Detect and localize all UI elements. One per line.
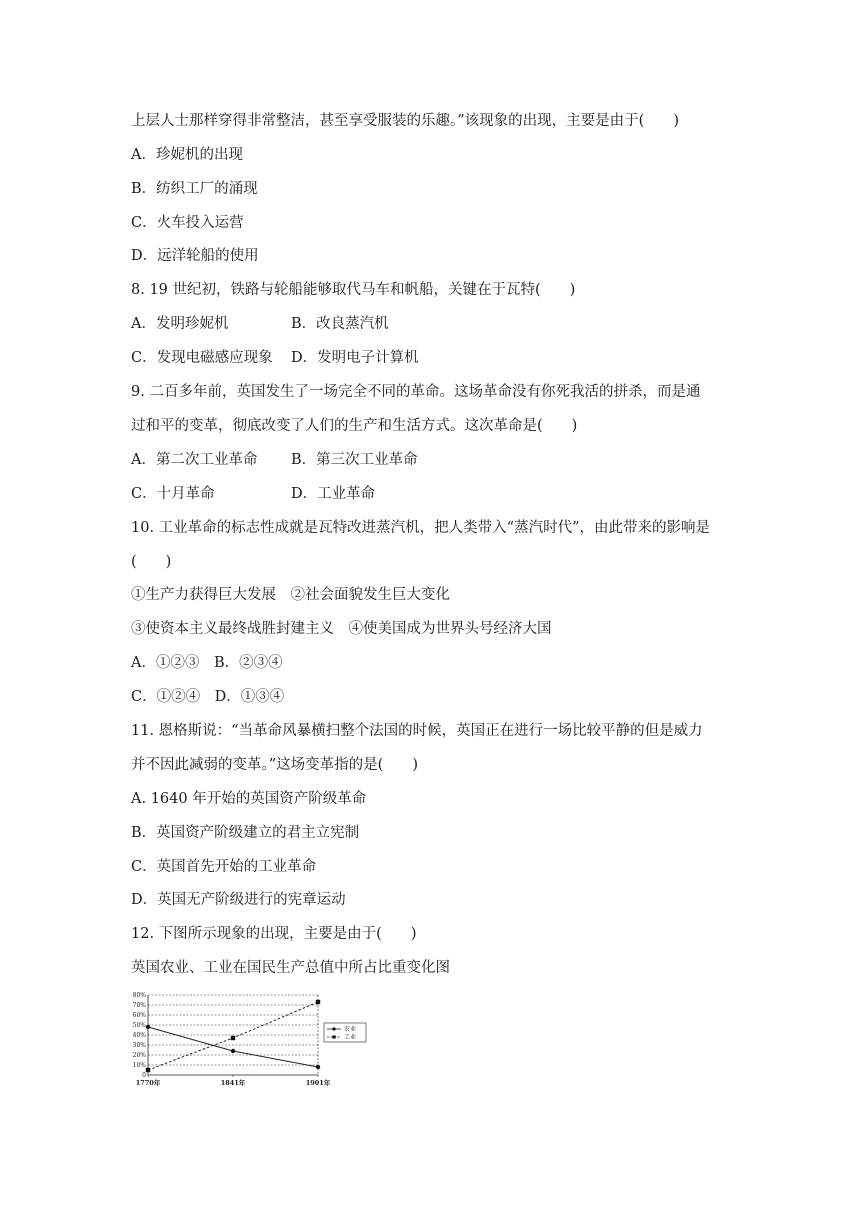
q11-stem-line-1: 11. 恩格斯说：“当革命风暴横扫整个法国的时候，英国正在进行一场比较平静的但是威力 [131,723,703,739]
q7-option-b: B．纺织工厂的涌现 [131,181,258,197]
q12-chart-caption: 英国农业、工业在国民生产总值中所占比重变化图 [131,960,450,976]
legend-marker-0 [332,1027,335,1030]
x-tick-label: 1770年 [135,1079,161,1087]
y-tick-label: 10% [132,1062,146,1069]
q8-option-d: D．发明电子计算机 [291,350,419,366]
q12-stem: 12. 下图所示现象的出现，主要是由于( ) [131,926,417,942]
q9-options-row-2 [131,484,375,504]
q10-options-cd: C．①②④ D．①③④ [131,689,285,705]
y-tick-label: 20% [132,1052,146,1059]
legend-label-0: 农业 [344,1026,357,1034]
legend-marker-1 [332,1035,335,1038]
legend-label-1: 工业 [344,1034,357,1042]
series-point-1 [146,1068,150,1072]
q8-options-row-2 [131,348,419,368]
q7-stem-end: 上层人士那样穿得非常整洁，甚至享受服装的乐趣。”该现象的出现，主要是由于( ) [131,113,679,129]
series-point-0 [316,1065,320,1069]
q11-option-a: A. 1640 年开始的英国资产阶级革命 [131,791,367,807]
q8-option-c: C．发现电磁感应现象 [131,350,273,366]
q10-stem-line-2: ( ) [131,554,172,570]
y-tick-label: 60% [132,1012,146,1019]
q8-options-row-1 [131,314,389,334]
q7-option-c: C．火车投入运营 [131,215,244,231]
q10-options-ab: A．①②③ B．②③④ [131,655,283,671]
y-tick-label: 50% [132,1022,146,1029]
q7-option-a: A．珍妮机的出现 [131,147,243,163]
x-tick-label: 1901年 [305,1079,331,1087]
series-point-0 [231,1049,235,1053]
q10-items-3-4: ③使资本主义最终战胜封建主义 ④使美国成为世界头号经济大国 [131,621,552,637]
series-line-0 [148,1027,318,1067]
q9-stem-line-2: 过和平的变革，彻底改变了人们的生产和生活方式。这次革命是( ) [131,418,578,434]
sector-share-line-chart [118,990,378,1090]
q9-option-a: A．第二次工业革命 [131,452,258,468]
y-tick-label: 80% [132,992,146,999]
q11-option-d: D．英国无产阶级进行的宪章运动 [131,892,346,908]
q9-options-row-1 [131,450,418,470]
y-tick-label: 40% [132,1032,146,1039]
series-point-1 [231,1036,235,1040]
q11-option-c: C．英国首先开始的工业革命 [131,859,317,875]
q10-stem-line-1: 10. 工业革命的标志性成就是瓦特改进蒸汽机，把人类带入“蒸汽时代”，由此带来的影响是 [131,520,710,536]
q8-stem: 8. 19 世纪初，铁路与轮船能够取代马车和帆船，关键在于瓦特( ) [131,282,576,298]
q11-stem-line-2: 并不因此减弱的变革。”这场变革指的是( ) [131,757,418,773]
q7-option-d: D．远洋轮船的使用 [131,248,259,264]
series-point-0 [146,1025,150,1029]
y-tick-label: 30% [132,1042,146,1049]
q9-option-d: D．工业革命 [291,486,376,502]
series-point-1 [316,1000,320,1004]
q11-option-b: B．英国资产阶级建立的君主立宪制 [131,825,360,841]
q9-option-b: B．第三次工业革命 [291,452,418,468]
q8-option-a: A．发明珍妮机 [131,316,229,332]
x-tick-label: 1841年 [220,1079,246,1087]
q9-option-c: C．十月革命 [131,486,215,502]
q9-stem-line-1: 9. 二百多年前，英国发生了一场完全不同的革命。这场革命没有你死我活的拼杀，而是通 [131,384,701,400]
y-tick-label: 70% [132,1002,146,1009]
q10-items-1-2: ①生产力获得巨大发展 ②社会面貌发生巨大变化 [131,587,450,603]
y-tick-label: 0 [142,1072,146,1079]
q8-option-b: B．改良蒸汽机 [291,316,389,332]
